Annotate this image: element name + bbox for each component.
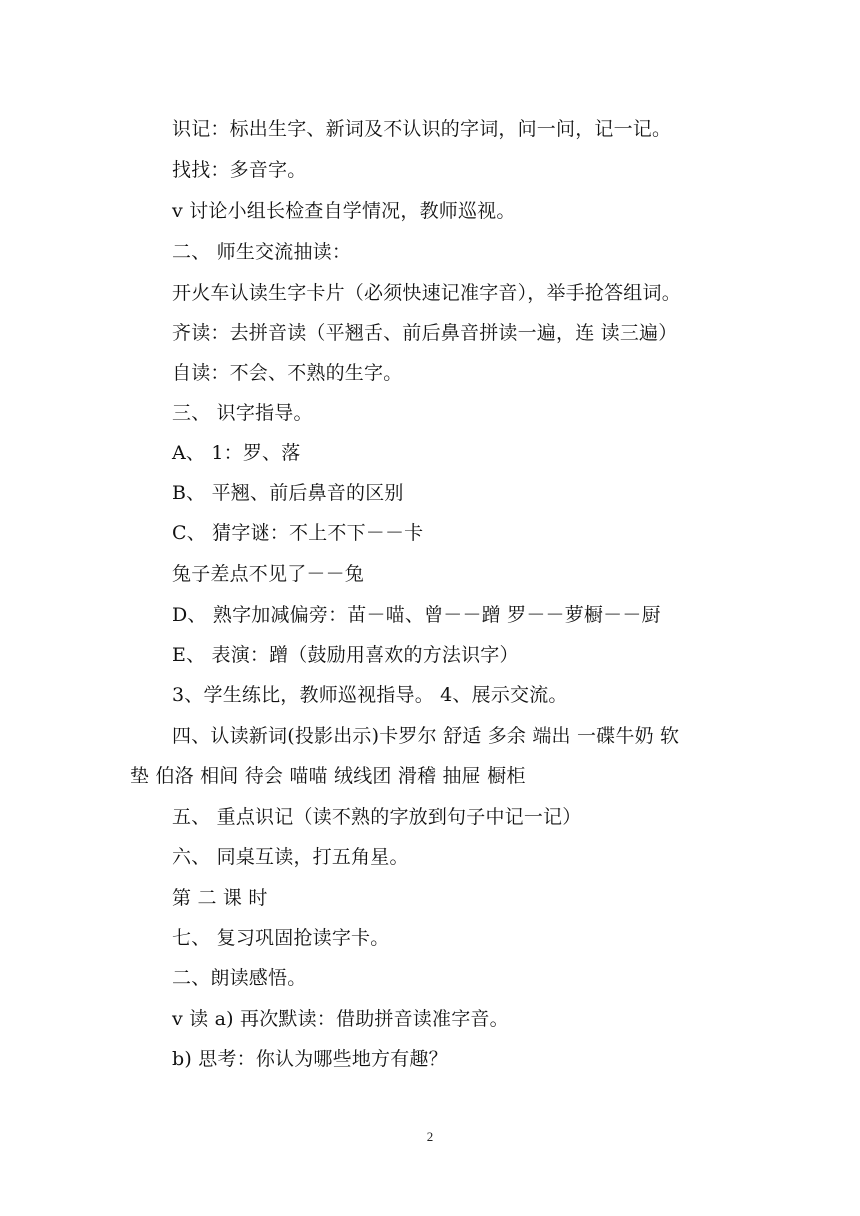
text-line-13: D、 熟字加减偏旁：苗－喵、曾－－蹭 罗－－萝橱－－厨 [172, 604, 661, 626]
text-line-19: 六、 同桌互读，打五角星。 [172, 846, 409, 868]
text-line-2: 找找：多音字。 [172, 159, 307, 181]
text-line-7: 自读：不会、不熟的生字。 [172, 362, 403, 384]
text-line-9: A、 1：罗、落 [172, 442, 301, 464]
text-line-1: 识记：标出生字、新词及不认识的字词，问一问，记一记。 [172, 118, 672, 140]
text-line-16: 四、认读新词(投影出示)卡罗尔 舒适 多余 端出 一碟牛奶 软 [172, 725, 680, 747]
text-line-11: C、 猜字谜：不上不下－－卡 [172, 522, 424, 544]
text-line-24: b) 思考：你认为哪些地方有趣？ [172, 1048, 448, 1070]
text-line-14: E、 表演：蹭（鼓励用喜欢的方法识字） [172, 644, 519, 666]
text-line-20: 第 二 课 时 [172, 887, 268, 909]
text-line-8: 三、 识字指导。 [172, 402, 313, 424]
text-line-4: 二、 师生交流抽读： [172, 241, 352, 263]
text-line-23: v 读 a) 再次默读：借助拼音读准字音。 [172, 1008, 509, 1030]
text-line-21: 七、 复习巩固抢读字卡。 [172, 927, 390, 949]
text-line-6: 齐读：去拼音读（平翘舌、前后鼻音拼读一遍，连 读三遍） [172, 322, 678, 344]
text-line-3: v 讨论小组长检查自学情况，教师巡视。 [172, 200, 516, 222]
text-line-17: 垫 伯洛 相间 待会 喵喵 绒线团 滑稽 抽屉 橱柜 [130, 765, 526, 787]
text-line-5: 开火车认读生字卡片（必须快速记准字音），举手抢答组词。 [172, 282, 681, 304]
text-line-18: 五、 重点识记（读不熟的字放到句子中记一记） [172, 806, 582, 828]
text-line-15: 3、学生练比，教师巡视指导。 4、展示交流。 [172, 684, 568, 706]
page-number: 2 [426, 1129, 434, 1144]
text-line-22: 二、朗读感悟。 [172, 967, 307, 989]
text-line-12: 兔子差点不见了－－兔 [172, 563, 365, 585]
text-line-10: B、 平翘、前后鼻音的区别 [172, 482, 404, 504]
